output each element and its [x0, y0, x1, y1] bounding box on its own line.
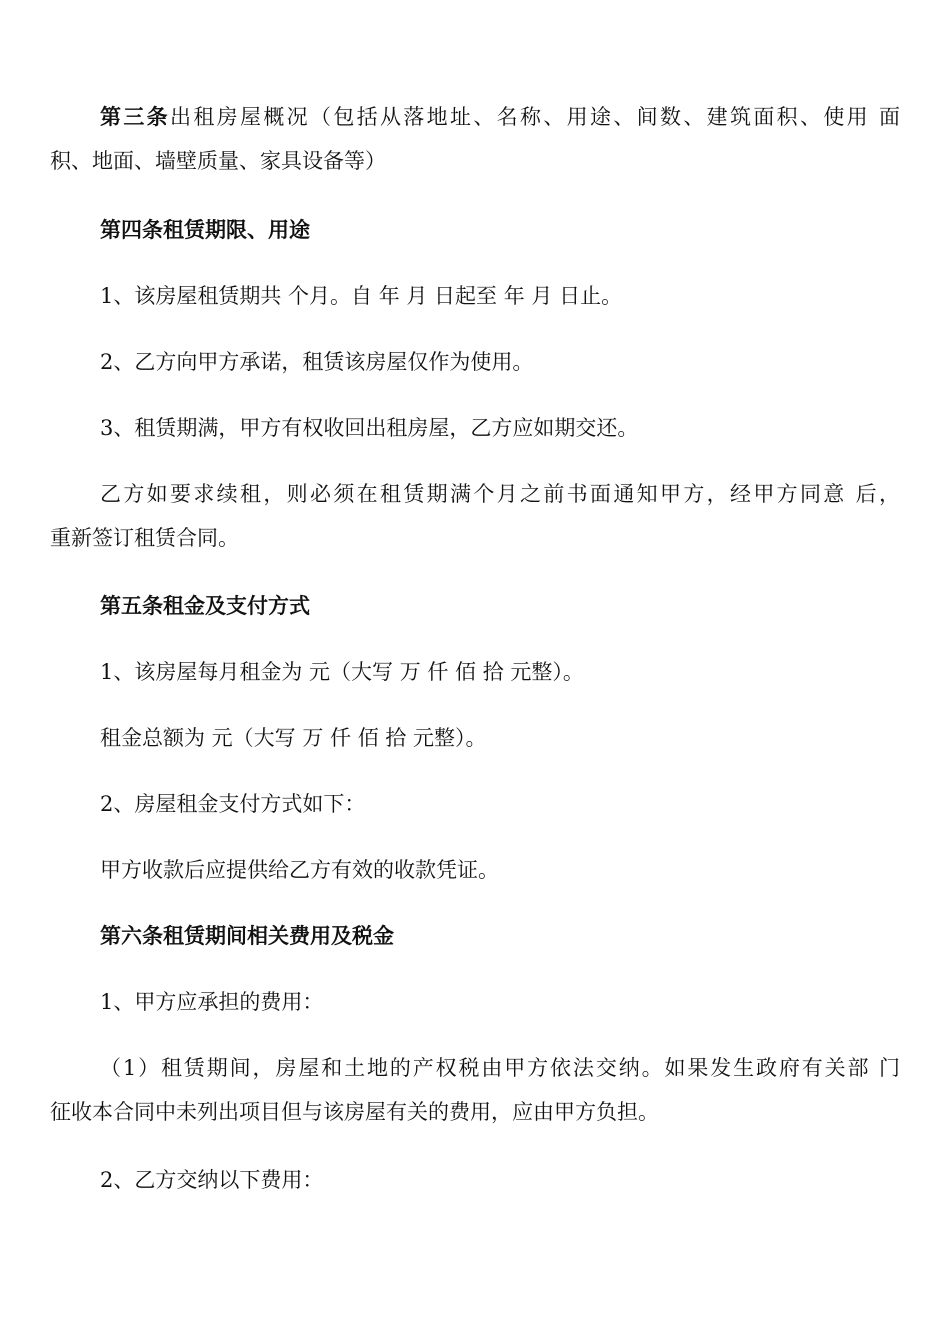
article6-sub1-line1: （1）租赁期间，房屋和土地的产权税由甲方依法交纳。如果发生政府有关部 门 [100, 1056, 900, 1080]
article6-item1: 1、甲方应承担的费用： [100, 990, 324, 1014]
article3-paragraph [50, 95, 900, 183]
article4-renewal-line1: 乙方如要求续租，则必须在租赁期满个月之前书面通知甲方，经甲方同意 后， [100, 482, 900, 506]
article3-text: 出租房屋概况（包括从落地址、名称、用途、间数、建筑面积、使用 面 [170, 105, 900, 129]
article3-line2: 积、地面、墙壁质量、家具设备等） [50, 149, 386, 173]
article4-renewal-line2: 重新签订租赁合同。 [50, 526, 239, 550]
article6-heading: 第六条租赁期间相关费用及税金 [100, 923, 394, 948]
article5-total: 租金总额为 元（大写 万 仟 佰 拾 元整）。 [100, 726, 487, 750]
article4-item3: 3、租赁期满，甲方有权收回出租房屋，乙方应如期交还。 [100, 416, 639, 440]
article5-receipt: 甲方收款后应提供给乙方有效的收款凭证。 [100, 858, 499, 882]
article4-renewal-paragraph [50, 472, 900, 560]
article6-sub1-line2: 征收本合同中未列出项目但与该房屋有关的费用，应由甲方负担。 [50, 1100, 659, 1124]
article5-item2: 2、房屋租金支付方式如下： [100, 792, 366, 816]
article3-heading: 第三条 [100, 104, 170, 129]
article4-item2: 2、乙方向甲方承诺，租赁该房屋仅作为使用。 [100, 350, 534, 374]
article5-heading: 第五条租金及支付方式 [100, 593, 310, 618]
article4-item1: 1、该房屋租赁期共 个月。自 年 月 日起至 年 月 日止。 [100, 284, 623, 308]
article4-heading: 第四条租赁期限、用途 [100, 217, 310, 242]
article3-line1 [50, 95, 900, 139]
article5-item1: 1、该房屋每月租金为 元（大写 万 仟 佰 拾 元整）。 [100, 660, 584, 684]
article6-sub1-paragraph [50, 1046, 900, 1134]
article6-item2: 2、乙方交纳以下费用： [100, 1168, 324, 1192]
